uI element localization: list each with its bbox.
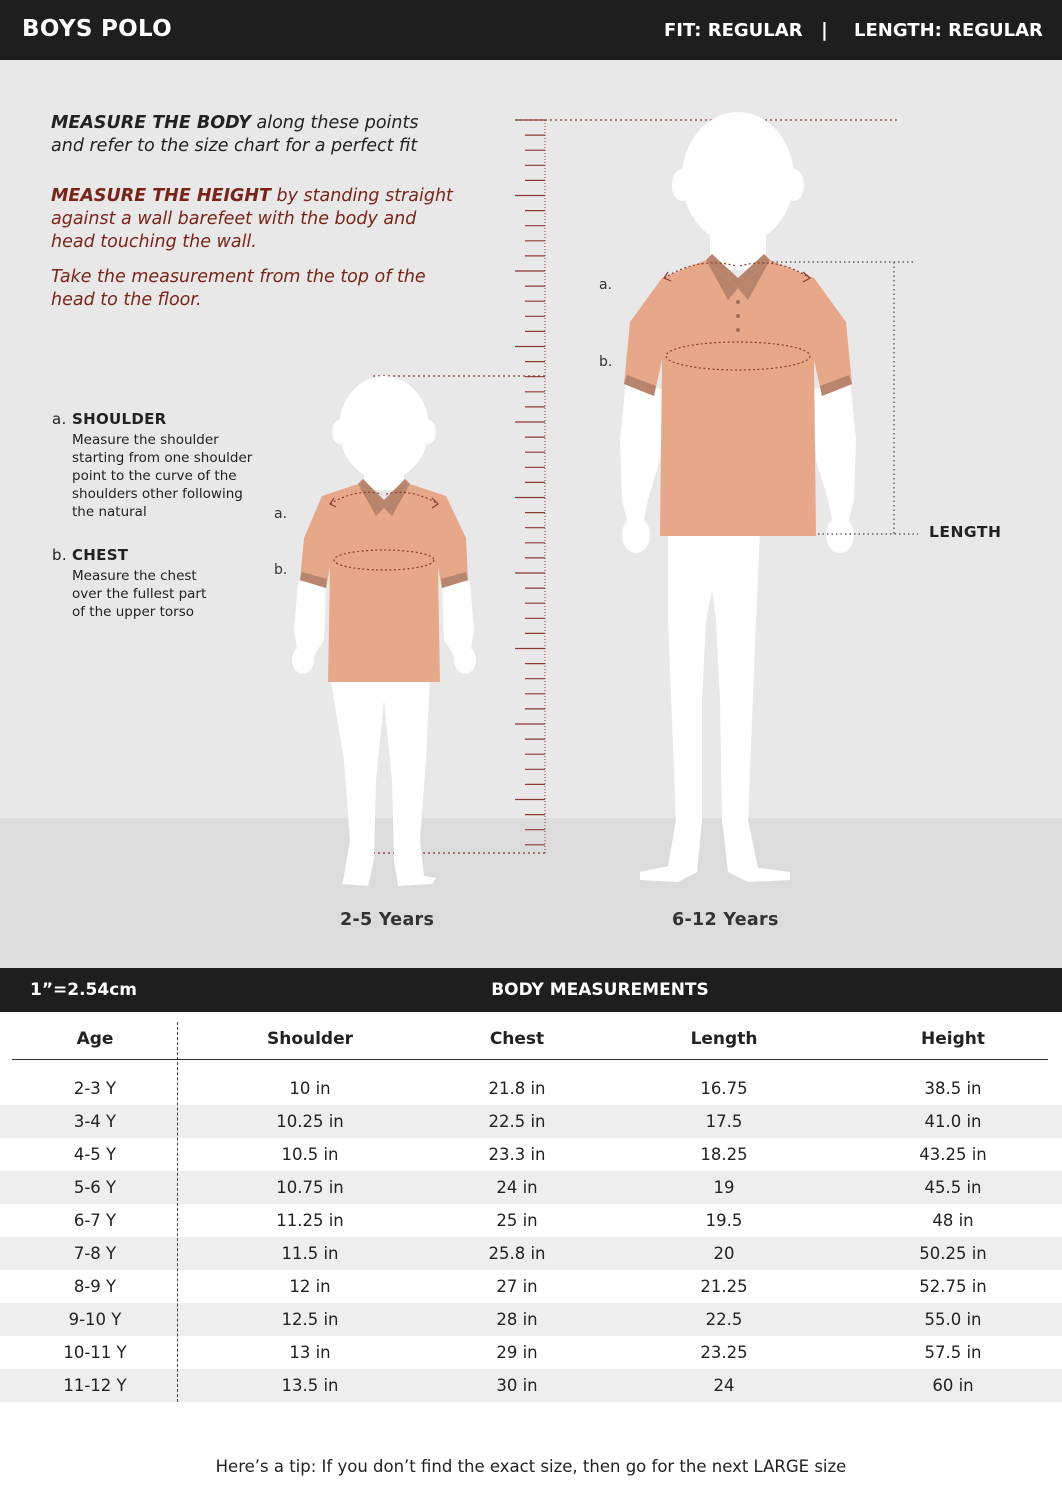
shoulder-line: point to the curve of the: [72, 468, 237, 484]
length-cell: 21.25: [700, 1277, 748, 1296]
age-cell: 2-3 Y: [73, 1079, 117, 1098]
shoulder-definition: [52, 410, 252, 521]
shoulder-key: a.: [52, 410, 67, 428]
measure-height-text: [51, 185, 453, 254]
age-cell: 10-11 Y: [63, 1343, 127, 1362]
chest-line: Measure the chest: [72, 568, 197, 584]
height-cell: 41.0 in: [844, 1105, 1062, 1138]
header-underline: [12, 1059, 1048, 1060]
measurement-illustration: [0, 60, 1062, 968]
chest-cell: 30 in: [430, 1369, 604, 1402]
age-caption-small: 2-5 Years: [340, 910, 435, 930]
measure-body-text: [51, 112, 418, 158]
header-length: Length: [690, 1029, 758, 1049]
table-header-row: [0, 1012, 1062, 1060]
chest-line: of the upper torso: [72, 604, 194, 620]
header-shoulder: Shoulder: [266, 1029, 354, 1049]
age-cell: 11-12 Y: [0, 1369, 190, 1402]
length-cell: 23.25: [700, 1343, 748, 1362]
table-row: [0, 1369, 1062, 1402]
measure-height-line2: against a wall barefeet with the body and: [51, 209, 417, 229]
table-row: [0, 1270, 1062, 1303]
shoulder-cell: 10 in: [289, 1079, 331, 1098]
age-cell: 3-4 Y: [0, 1105, 190, 1138]
shoulder-line: Measure the shoulder: [72, 432, 219, 448]
table-row: [0, 1171, 1062, 1204]
header-age: Age: [76, 1029, 114, 1049]
length-cell: 22.5: [604, 1303, 844, 1336]
height-cell: 55.0 in: [844, 1303, 1062, 1336]
page-title: BOYS POLO: [22, 16, 172, 42]
shoulder-line: the natural: [72, 504, 147, 520]
take-line-2: head to the floor.: [51, 290, 202, 310]
table-row: [0, 1336, 1062, 1369]
measure-body-line2: and refer to the size chart for a perfect fit: [51, 136, 418, 156]
height-cell: 38.5 in: [924, 1079, 982, 1098]
shoulder-cell: 12 in: [289, 1277, 331, 1296]
table-row: [0, 1072, 1062, 1105]
age-cell: 8-9 Y: [73, 1277, 117, 1296]
shoulder-cell: 10.5 in: [281, 1145, 339, 1164]
shoulder-cell: 13.5 in: [190, 1369, 430, 1402]
shoulder-line: shoulders other following: [72, 486, 243, 502]
age-cell: 9-10 Y: [0, 1303, 190, 1336]
chest-title: CHEST: [72, 546, 129, 564]
fit-label: FIT: REGULAR: [664, 20, 803, 41]
small-shoulder-tag: a.: [274, 506, 288, 522]
table-title-bar: [0, 968, 1062, 1012]
length-cell: 24: [604, 1369, 844, 1402]
small-child-figure: [292, 376, 476, 886]
age-cell: 5-6 Y: [0, 1171, 190, 1204]
height-cell: 52.75 in: [919, 1277, 987, 1296]
large-child-figure: [620, 112, 918, 882]
measurements-table: [0, 1012, 1062, 1402]
length-cell: 20: [604, 1237, 844, 1270]
table-row: [0, 1204, 1062, 1237]
table-body: [0, 1060, 1062, 1402]
large-chest-tag: b.: [599, 354, 613, 370]
age-cell: 7-8 Y: [0, 1237, 190, 1270]
shoulder-title: SHOULDER: [72, 410, 167, 428]
unit-conversion: 1”=2.54cm: [30, 980, 137, 1000]
shoulder-cell: 10.75 in: [190, 1171, 430, 1204]
header-bar: [0, 0, 1062, 60]
chest-definition: [52, 546, 206, 621]
measure-body-rest: along these points: [250, 113, 419, 133]
header-height: Height: [921, 1029, 985, 1049]
height-cell: 50.25 in: [844, 1237, 1062, 1270]
chest-cell: 28 in: [430, 1303, 604, 1336]
measure-height-line3: head touching the wall.: [51, 232, 257, 252]
age-cell: 6-7 Y: [73, 1211, 117, 1230]
chest-cell: 22.5 in: [430, 1105, 604, 1138]
height-cell: 57.5 in: [924, 1343, 982, 1362]
small-chest-tag: b.: [274, 562, 288, 578]
table-row: [0, 1303, 1062, 1336]
height-cell: 48 in: [932, 1211, 974, 1230]
chest-cell: 24 in: [430, 1171, 604, 1204]
shoulder-cell: 11.25 in: [276, 1211, 344, 1230]
size-tip: Here’s a tip: If you don’t find the exact size, then go for the next LARGE size: [215, 1457, 847, 1476]
age-cell: 4-5 Y: [73, 1145, 117, 1164]
height-cell: 45.5 in: [844, 1171, 1062, 1204]
chest-cell: 27 in: [496, 1277, 538, 1296]
length-cell: 17.5: [604, 1105, 844, 1138]
measure-height-bold: MEASURE THE HEIGHT: [51, 186, 271, 206]
height-cell: 43.25 in: [919, 1145, 987, 1164]
shoulder-line: starting from one shoulder: [72, 450, 253, 466]
header-separator: |: [821, 19, 828, 41]
shoulder-cell: 11.5 in: [190, 1237, 430, 1270]
chest-line: over the fullest part: [72, 586, 207, 602]
shoulder-cell: 12.5 in: [190, 1303, 430, 1336]
chest-cell: 25.8 in: [430, 1237, 604, 1270]
table-row: [0, 1237, 1062, 1270]
length-cell: 18.25: [700, 1145, 748, 1164]
table-row: [0, 1138, 1062, 1171]
chest-cell: 25 in: [496, 1211, 538, 1230]
table-spacer: [0, 1060, 1062, 1072]
age-column-divider: [177, 1022, 178, 1402]
height-ruler: [515, 120, 545, 853]
measure-body-bold: MEASURE THE BODY: [51, 113, 251, 133]
table-row: [0, 1105, 1062, 1138]
length-cell: 16.75: [700, 1079, 748, 1098]
chest-cell: 21.8 in: [488, 1079, 546, 1098]
length-label: LENGTH: REGULAR: [854, 20, 1043, 41]
shoulder-cell: 10.25 in: [190, 1105, 430, 1138]
chest-cell: 23.3 in: [488, 1145, 546, 1164]
measure-height-rest: by standing straight: [270, 186, 453, 206]
large-shoulder-tag: a.: [599, 277, 613, 293]
header-chest: Chest: [489, 1029, 545, 1049]
length-cell: 19.5: [705, 1211, 743, 1230]
take-line-1: Take the measurement from the top of the: [51, 267, 426, 287]
length-cell: 19: [604, 1171, 844, 1204]
take-measurement-text: [51, 266, 426, 312]
chest-cell: 29 in: [496, 1343, 538, 1362]
height-cell: 60 in: [844, 1369, 1062, 1402]
length-tag: LENGTH: [929, 523, 1002, 541]
chest-key: b.: [52, 546, 67, 564]
table-title: BODY MEASUREMENTS: [491, 980, 709, 1000]
age-caption-large: 6-12 Years: [672, 910, 779, 930]
shoulder-cell: 13 in: [289, 1343, 331, 1362]
